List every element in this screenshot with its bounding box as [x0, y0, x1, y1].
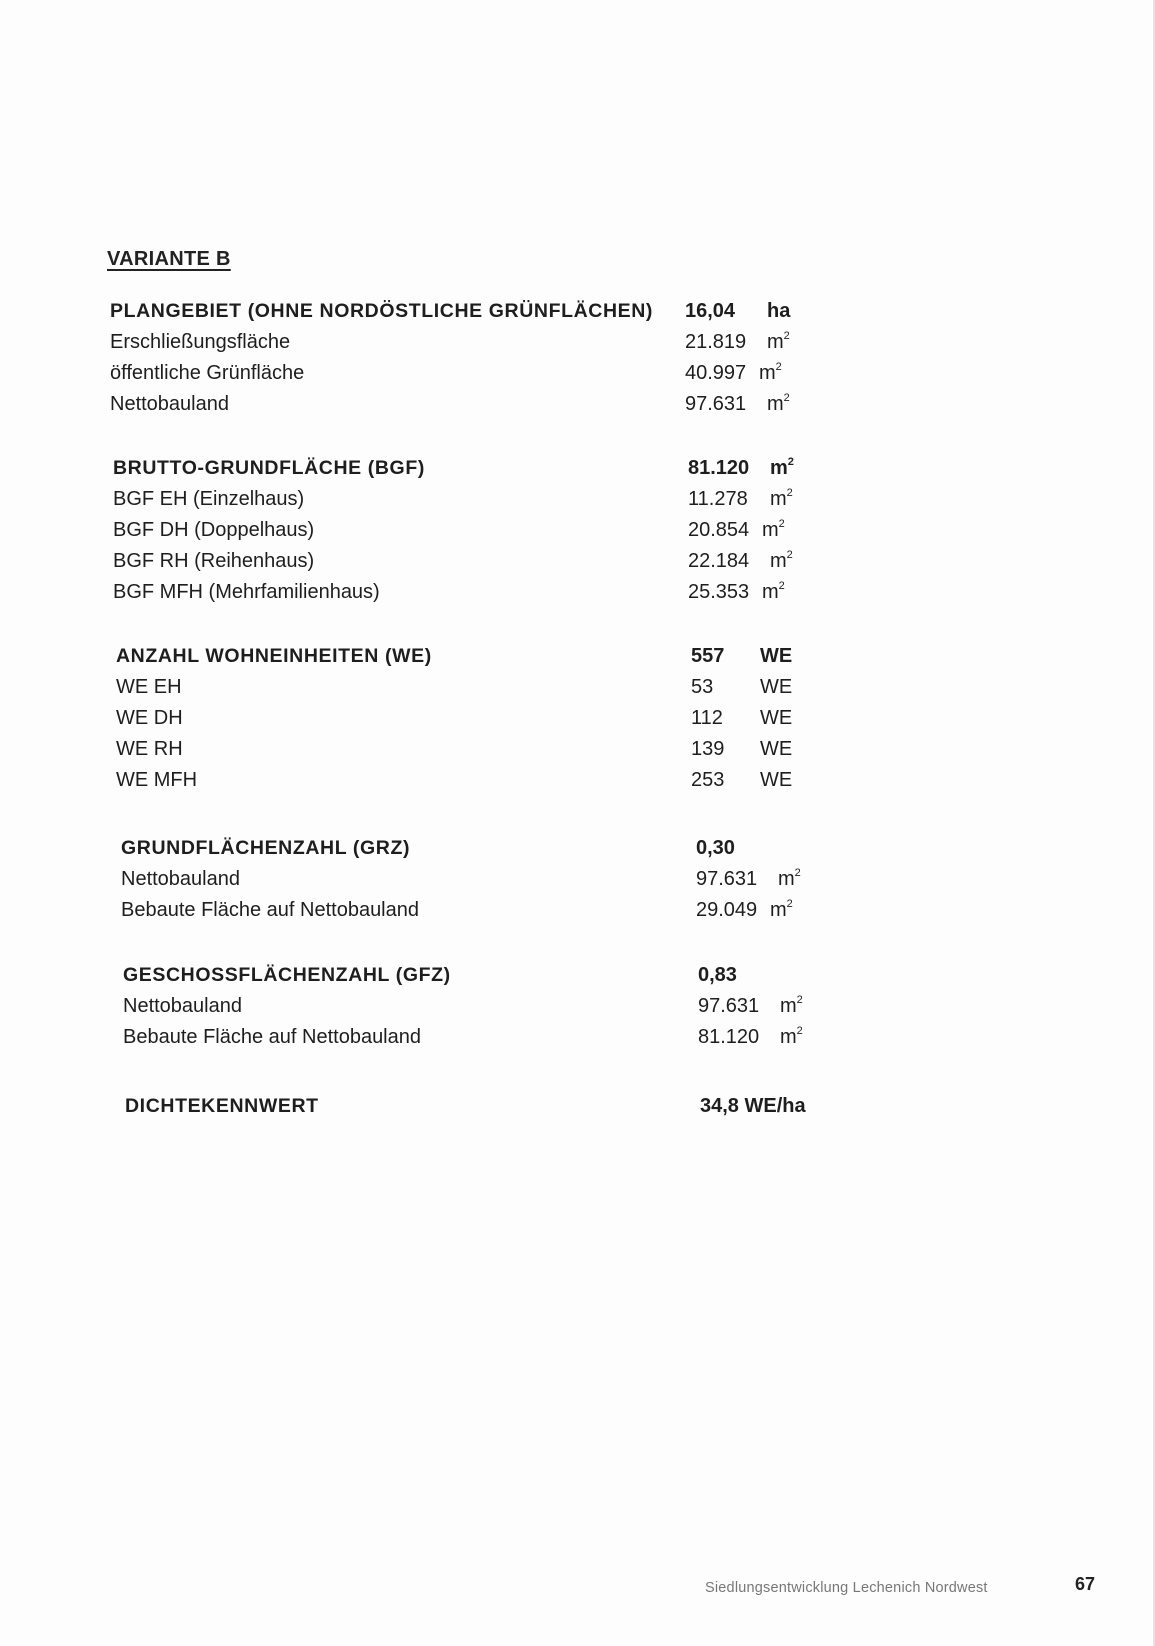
row-unit: $m^2$: [767, 392, 790, 415]
row-value: 97.631: [698, 995, 760, 1017]
section-title-row: [121, 829, 941, 860]
section-plangebiet: [110, 292, 930, 416]
total-value: 34,8 WE/ha: [700, 1095, 806, 1117]
row-unit: WE: [760, 738, 793, 760]
section-title: DICHTEKENNWERT: [125, 1095, 319, 1117]
row-unit: $m^2$: [778, 867, 801, 890]
table-row: [121, 891, 941, 922]
row-label: Nettobauland: [121, 868, 240, 890]
table-row: [116, 699, 936, 730]
table-row: [116, 730, 936, 761]
table-row: [123, 987, 943, 1018]
row-value: 53: [691, 676, 714, 698]
section-title-row: [123, 956, 943, 987]
row-value: 97.631: [696, 868, 758, 890]
page-heading: VARIANTE B: [107, 248, 231, 270]
total-value: 0,83: [698, 964, 737, 986]
total-value: 81.120: [688, 457, 750, 479]
table-row: [113, 511, 933, 542]
row-label: WE MFH: [116, 769, 198, 791]
row-label: BGF RH (Reihenhaus): [113, 550, 315, 572]
row-label: WE EH: [116, 676, 182, 698]
row-value: 11.278: [688, 488, 748, 510]
total-unit: WE: [760, 645, 793, 667]
section-title-row: [125, 1087, 945, 1118]
row-value: 139: [691, 738, 725, 760]
row-value: 112: [691, 707, 723, 729]
section-bgf: [113, 449, 933, 604]
row-unit: WE: [760, 676, 793, 698]
footer-text: Siedlungsentwicklung Lechenich Nordwest: [705, 1580, 988, 1596]
row-value: 97.631: [685, 393, 747, 415]
row-label: Bebaute Fläche auf Nettobauland: [123, 1026, 421, 1048]
row-unit: $m^2$: [770, 549, 793, 572]
row-label: WE DH: [116, 707, 183, 729]
row-value: 22.184: [688, 550, 750, 572]
section-grz: [121, 829, 941, 922]
section-title-row: [110, 292, 930, 323]
row-label: WE RH: [116, 738, 183, 760]
section-title: PLANGEBIET (OHNE NORDÖSTLICHE GRÜNFLÄCHEN): [110, 300, 654, 322]
row-unit: $m^2$: [762, 518, 785, 541]
row-value: 20.854: [688, 519, 750, 541]
row-value: 29.049: [696, 899, 758, 921]
section-wohneinheiten: [116, 637, 936, 792]
row-label: Nettobauland: [110, 393, 229, 415]
row-label: Erschließungsfläche: [110, 331, 291, 353]
section-title-row: [116, 637, 936, 668]
table-row: [110, 385, 930, 416]
row-value: 21.819: [685, 331, 747, 353]
table-row: [113, 573, 933, 604]
row-value: 81.120: [698, 1026, 760, 1048]
row-label: Nettobauland: [123, 995, 242, 1017]
row-label: BGF MFH (Mehrfamilienhaus): [113, 581, 380, 603]
total-value: 0,30: [696, 837, 735, 859]
row-value: 25.353: [688, 581, 750, 603]
row-label: Bebaute Fläche auf Nettobauland: [121, 899, 419, 921]
table-row: [110, 323, 930, 354]
section-title: GRUNDFLÄCHENZAHL (GRZ): [121, 837, 411, 859]
row-value: 40.997: [685, 362, 747, 384]
total-value: 16,04: [685, 300, 736, 322]
section-title-row: [113, 449, 933, 480]
table-row: [116, 668, 936, 699]
row-label: öffentliche Grünfläche: [110, 362, 305, 384]
section-title: ANZAHL WOHNEINHEITEN (WE): [116, 645, 432, 667]
row-unit: WE: [760, 769, 793, 791]
row-label: BGF DH (Doppelhaus): [113, 519, 315, 541]
total-unit: ha: [767, 300, 791, 322]
page-number: 67: [1075, 1574, 1096, 1594]
row-unit: $m^2$: [767, 330, 790, 353]
table-row: [123, 1018, 943, 1049]
total-value: 557: [691, 645, 725, 667]
table-row: [113, 542, 933, 573]
table-row: [113, 480, 933, 511]
row-label: BGF EH (Einzelhaus): [113, 488, 305, 510]
row-unit: $m^2$: [759, 361, 782, 384]
table-row: [116, 761, 936, 792]
total-unit: $m^2$: [770, 456, 794, 479]
row-unit: $m^2$: [770, 898, 793, 921]
row-unit: $m^2$: [770, 487, 793, 510]
row-value: 253: [691, 769, 725, 791]
section-title: GESCHOSSFLÄCHENZAHL (GFZ): [123, 964, 451, 986]
row-unit: $m^2$: [762, 580, 785, 603]
row-unit: $m^2$: [780, 1025, 803, 1048]
table-row: [110, 354, 930, 385]
table-row: [121, 860, 941, 891]
section-gfz: [123, 956, 943, 1049]
row-unit: WE: [760, 707, 793, 729]
row-unit: $m^2$: [780, 994, 803, 1017]
section-title: BRUTTO-GRUNDFLÄCHE (BGF): [113, 457, 425, 479]
section-dichtekennwert: [125, 1087, 945, 1118]
